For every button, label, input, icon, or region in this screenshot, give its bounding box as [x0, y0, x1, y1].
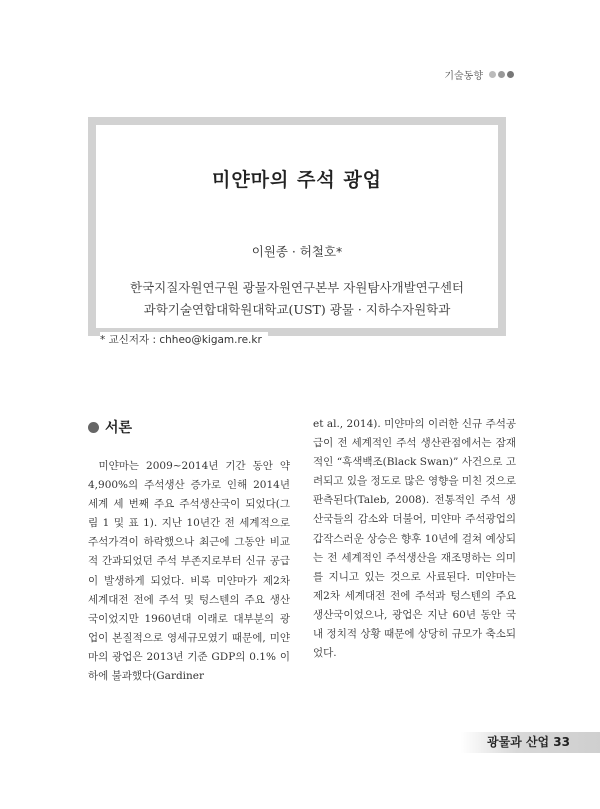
affiliation-1: 한국지질자원연구원 광물자원연구본부 자원탐사개발연구센터: [130, 280, 464, 295]
section-title: 서론: [105, 420, 133, 436]
journal-page-number: 광물과 산업 33: [486, 735, 570, 749]
tag-dots-icon: [489, 71, 514, 78]
paragraph: 미얀마는 2009~2014년 기간 동안 약 4,900%의 주석생산 증가로 인해 2014년 세계 세 번째 주요 주석생산국이 되었다(그림 1 및 표 1). 지난 10년간 전 세계적으로 주석가격이 하락했으나 최근에 그동안 비교적 간과되었던 주석 부존지로부터 신규 공급이 발생하게 되었다. 비록 미얀마가 제2차 세계대전 전에 주석 및 텅스텐의 주요 생산국이었지만 1960년대 이래로 대부분의 광업이 본질적으로 영세규모였기 때문에, 미얀마의 광업은 2013년 기준 GDP의 0.1% 이하에 불과했다(Gardiner: [88, 460, 290, 683]
bullet-icon: [88, 422, 99, 433]
article-title: 미얀마의 주석 광업: [211, 169, 383, 191]
affiliation-2: 과학기술연합대학원대학교(UST) 광물 · 지하수자원학과: [143, 302, 451, 317]
article-authors: 이원종 · 허철호*: [251, 244, 343, 259]
body-column-right: [313, 415, 516, 663]
paragraph: et al., 2014). 미얀마의 이러한 신규 주석공급이 전 세계적인 주석 생산관점에서는 잠재적인 “흑색백조(Black Swan)” 사건으로 고려되고 있을 정도로 많은 영향을 미친 것으로 판측된다(Taleb, 2008). 전통적인 주석 생산국들의 감소와 더불어, 미얀마 주석광업의 갑작스러운 상승은 향후 10년에 걸쳐 예상되는 전 세계적인 주석생산을 재조명하는 의미를 지니고 있는 것으로 사료된다. 미얀마는 제2차 세계대전 전에 주석과 텅스텐의 주요 생산국이었으나, 광업은 지난 60년 동안 국내 정치적 상황 때문에 상당히 규모가 축소되었다.: [313, 418, 516, 660]
dot-icon: [489, 71, 496, 78]
body-column-left: [88, 457, 290, 686]
corresponding-author: * 교신저자 : chheo@kigam.re.kr: [100, 332, 268, 347]
section-tag: [444, 67, 514, 82]
title-box: [88, 117, 506, 336]
dot-icon: [498, 71, 505, 78]
section-tag-label: 기술동향: [444, 71, 483, 82]
dot-icon: [507, 71, 514, 78]
section-heading: [88, 417, 132, 437]
